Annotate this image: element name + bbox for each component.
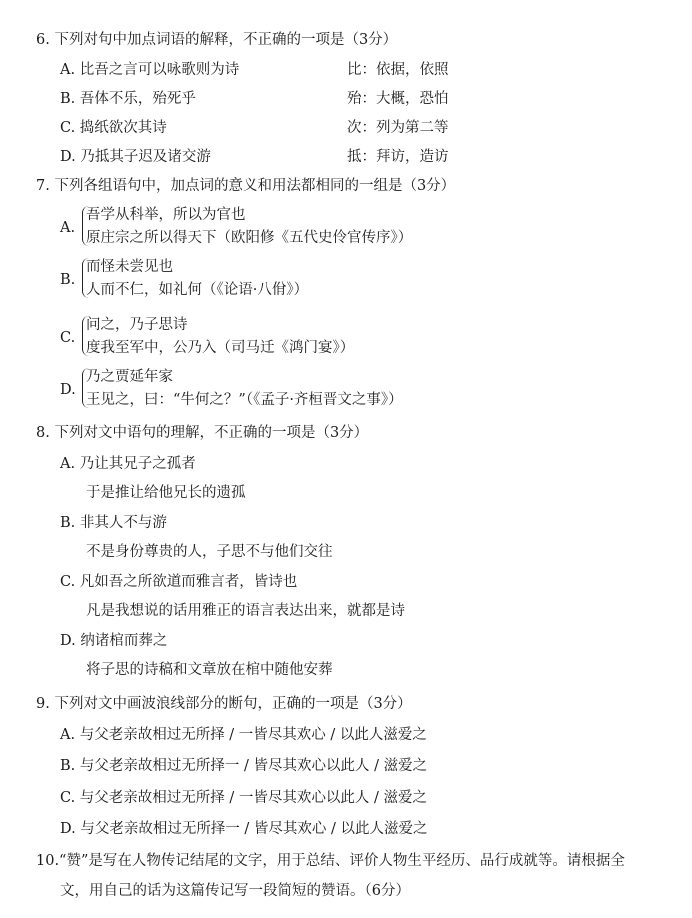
q7-option-c-line2: 度我至军中，公乃入（司马迁《鸿门宴》） bbox=[86, 340, 355, 356]
q8-option-c: C. 凡如吾之所欲道而雅言者，皆诗也 bbox=[60, 574, 298, 590]
q7-stem: 7. 下列各组语句中，加点词的意义和用法都相同的一组是（3分） bbox=[36, 178, 456, 194]
q7-option-c-line1: 问之，乃子思诗 bbox=[86, 317, 188, 333]
q6-option-c-explain: 次：列为第二等 bbox=[347, 120, 449, 136]
q7-option-d-line1: 乃之贾延年家 bbox=[86, 369, 173, 385]
q6-option-a: A. 比吾之言可以咏歌则为诗 bbox=[60, 62, 240, 78]
q6-option-c: C. 捣纸欲次其诗 bbox=[60, 120, 167, 136]
q9-stem: 9. 下列对文中画波浪线部分的断句，正确的一项是（3分） bbox=[36, 696, 412, 712]
q8-option-d-explain: 将子思的诗稿和文章放在棺中随他安葬 bbox=[86, 662, 333, 678]
q7-option-c-label: C. bbox=[60, 330, 76, 346]
q9-option-b: B. 与父老亲故相过无所择一 / 皆尽其欢心以此人 / 滋爱之 bbox=[60, 758, 428, 774]
q9-option-a: A. 与父老亲故相过无所择 / 一皆尽其欢心 / 以此人滋爱之 bbox=[60, 727, 427, 743]
q10-line2: 文，用自己的话为这篇传记写一段简短的赞语。（6分） bbox=[60, 883, 410, 899]
q8-option-d: D. 纳诸棺而葬之 bbox=[60, 633, 168, 649]
q8-option-a-explain: 于是推让给他兄长的遗孤 bbox=[86, 485, 246, 501]
q8-option-b-explain: 不是身份尊贵的人，子思不与他们交往 bbox=[86, 544, 333, 560]
q7-option-b-label: B. bbox=[60, 272, 76, 288]
q8-option-b: B. 非其人不与游 bbox=[60, 515, 167, 531]
q7-option-d-label: D. bbox=[60, 382, 76, 398]
q8-option-a: A. 乃让其兄子之孤者 bbox=[60, 456, 196, 472]
q9-option-c: C. 与父老亲故相过无所择 / 一皆尽其欢心以此人 / 滋爱之 bbox=[60, 790, 428, 806]
q7-option-d-line2: 王见之，曰：“牛何之？”（《孟子·齐桓晋文之事》） bbox=[86, 392, 403, 408]
q6-option-a-explain: 比：依据，依照 bbox=[347, 62, 449, 78]
q7-option-b-line2: 人而不仁，如礼何（《论语·八佾》） bbox=[86, 282, 309, 298]
q9-option-d: D. 与父老亲故相过无所择一 / 皆尽其欢心 / 以此人滋爱之 bbox=[60, 821, 428, 837]
q6-option-d-explain: 抵：拜访，造访 bbox=[347, 149, 449, 165]
q8-stem: 8. 下列对文中语句的理解，不正确的一项是（3分） bbox=[36, 425, 369, 441]
q6-option-d: D. 乃抵其子迟及诸交游 bbox=[60, 149, 211, 165]
q7-option-a-line2: 原庄宗之所以得天下（欧阳修《五代史伶官传序》） bbox=[86, 230, 413, 246]
q7-option-a-label: A. bbox=[60, 220, 76, 236]
q7-option-b-line1: 而怪未尝见也 bbox=[86, 259, 173, 275]
q6-option-b: B. 吾体不乐，殆死乎 bbox=[60, 91, 196, 107]
q6-stem: 6. 下列对句中加点词语的解释，不正确的一项是（3分） bbox=[36, 32, 398, 48]
q6-option-b-explain: 殆：大概，恐怕 bbox=[347, 91, 449, 107]
q8-option-c-explain: 凡是我想说的话用雅正的语言表达出来，就都是诗 bbox=[86, 603, 405, 619]
q10-line1: 10.“赞”是写在人物传记结尾的文字，用于总结、评价人物生平经历、品行成就等。请根据全 bbox=[36, 853, 625, 869]
q7-option-a-line1: 吾学从科举，所以为官也 bbox=[86, 207, 246, 223]
